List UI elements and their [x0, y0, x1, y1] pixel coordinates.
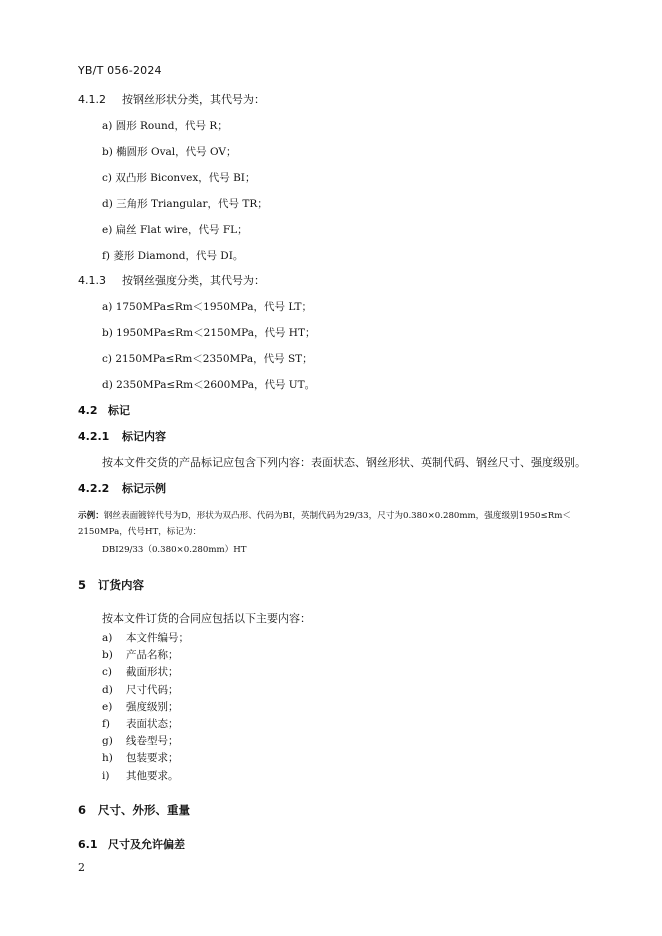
example-block [78, 508, 586, 540]
example-label: 示例： [78, 511, 104, 521]
list-letter: d) [102, 683, 113, 696]
list-item [102, 664, 189, 681]
order-content-list [102, 630, 189, 785]
list-text: 其他要求。 [126, 769, 179, 782]
list-item [102, 750, 189, 767]
section-title: 订货内容 [98, 578, 144, 592]
section-title: 按钢丝形状分类，其代号为： [122, 93, 265, 106]
section-title: 标记示例 [122, 482, 166, 495]
section-6-1-heading [78, 838, 185, 852]
list-letter: i) [102, 769, 110, 782]
section-number: 6 [78, 803, 87, 817]
list-item: a) 圆形 Round，代号 R； [102, 120, 228, 132]
list-item [102, 682, 189, 699]
list-item: b) 椭圆形 Oval，代号 OV； [102, 146, 237, 158]
list-item: e) 扁丝 Flat wire，代号 FL； [102, 224, 248, 236]
section-number: 5 [78, 578, 87, 592]
example-code: DBI29/33（0.380×0.280mm）HT [102, 545, 247, 555]
section-title: 按钢丝强度分类，其代号为： [122, 274, 265, 287]
section-4-2-heading [78, 404, 130, 418]
list-item [102, 768, 189, 785]
example-text: 钢丝表面镀锌代号为D，形状为双凸形、代码为BI，英制代码为29/33，尺寸为0.380×0.280mm，强度级别1950≤Rm＜2150MPa，代号HT，标记为： [78, 511, 571, 537]
list-item [102, 630, 189, 647]
list-item [102, 733, 189, 750]
paragraph: 按本文件订货的合同应包括以下主要内容： [102, 612, 311, 625]
section-number: 4.2.1 [78, 430, 110, 443]
section-4-1-2-heading [78, 93, 265, 107]
list-letter: b) [102, 649, 113, 662]
list-item: a) 1750MPa≤Rm＜1950MPa，代号 LT； [102, 301, 312, 313]
list-item [102, 699, 189, 716]
list-item: c) 双凸形 Biconvex，代号 BI； [102, 172, 256, 184]
list-item: c) 2150MPa≤Rm＜2350MPa，代号 ST； [102, 353, 313, 365]
list-text: 产品名称； [126, 649, 179, 662]
section-number: 4.2 [78, 404, 98, 417]
list-letter: h) [102, 752, 113, 765]
list-item: d) 三角形 Triangular，代号 TR； [102, 198, 268, 210]
list-text: 截面形状； [126, 666, 179, 679]
page-number: 2 [78, 861, 85, 874]
list-text: 线卷型号； [126, 735, 179, 748]
section-5-heading [78, 578, 144, 592]
list-text: 包装要求； [126, 752, 179, 765]
paragraph: 按本文件交货的产品标记应包含下列内容：表面状态、钢丝形状、英制代码、钢丝尺寸、强度级别。 [102, 456, 586, 469]
list-item: b) 1950MPa≤Rm＜2150MPa，代号 HT； [102, 327, 316, 339]
section-4-2-1-heading [78, 430, 166, 444]
section-title: 尺寸、外形、重量 [98, 803, 190, 817]
list-letter: a) [102, 632, 113, 644]
section-number: 4.1.3 [78, 274, 106, 287]
list-text: 表面状态； [126, 717, 179, 730]
section-4-2-2-heading [78, 482, 166, 496]
list-letter: g) [102, 735, 113, 748]
list-text: 尺寸代码； [126, 683, 179, 696]
list-text: 强度级别； [126, 700, 179, 713]
section-4-1-3-heading [78, 274, 265, 288]
section-number: 4.2.2 [78, 482, 110, 495]
list-text: 本文件编号； [126, 632, 189, 644]
document-code: YB/T 056-2024 [78, 64, 162, 77]
section-number: 6.1 [78, 838, 98, 851]
section-title: 标记 [108, 404, 130, 417]
list-item [102, 647, 189, 664]
section-title: 尺寸及允许偏差 [108, 838, 185, 851]
section-title: 标记内容 [122, 430, 166, 443]
list-letter: e) [102, 700, 113, 713]
section-6-heading [78, 803, 190, 817]
list-item: f) 菱形 Diamond，代号 DI。 [102, 250, 244, 262]
list-letter: f) [102, 717, 110, 730]
list-letter: c) [102, 666, 112, 679]
list-item [102, 716, 189, 733]
section-number: 4.1.2 [78, 93, 106, 106]
list-item: d) 2350MPa≤Rm＜2600MPa，代号 UT。 [102, 379, 316, 391]
